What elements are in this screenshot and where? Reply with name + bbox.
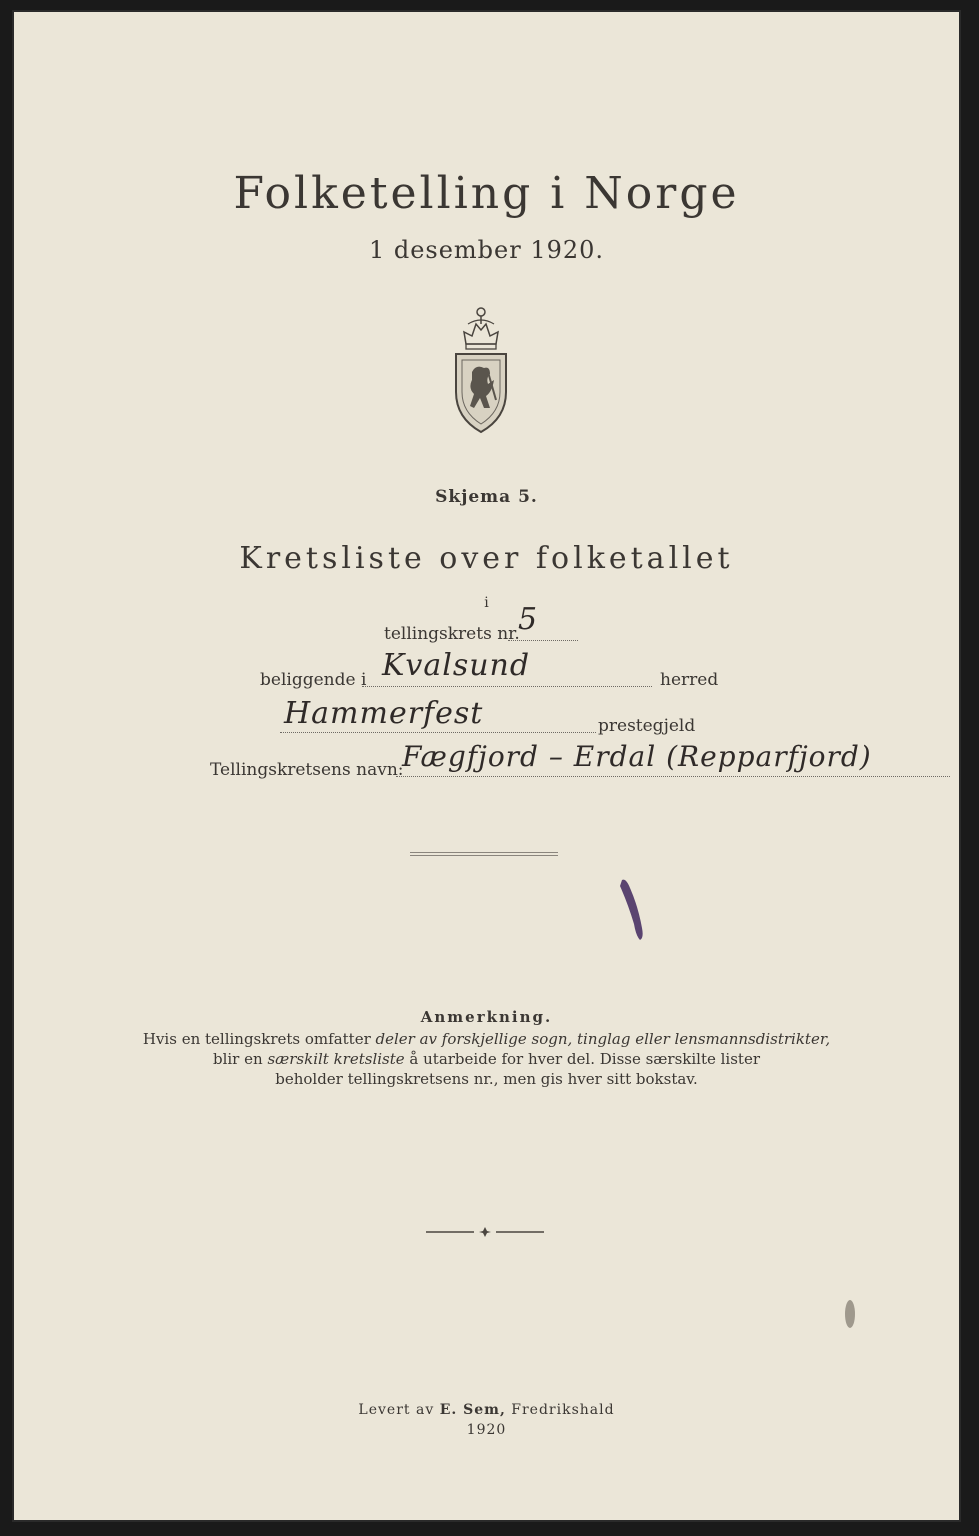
tellingskrets-value: 5	[518, 602, 539, 637]
note-line-1-italic: deler av forskjellige sogn, tinglag eller lensmannsdistrikter,	[375, 1030, 831, 1048]
note-line-3: beholder tellingskretsens nr., men gis hver sitt bokstav.	[275, 1070, 698, 1088]
page-title: Folketelling i Norge	[233, 168, 740, 219]
prestegjeld-line	[280, 732, 596, 733]
note-line-1-text: Hvis en tellingskrets omfatter	[142, 1030, 376, 1048]
prestegjeld-label: prestegjeld	[598, 716, 696, 736]
schema-number: Skjema 5.	[435, 487, 538, 507]
norwegian-coat-of-arms-icon	[442, 300, 520, 434]
tellingskrets-label: tellingskrets nr.	[384, 624, 520, 644]
herred-label: herred	[660, 670, 719, 690]
kretsnavn-label: Tellingskretsens navn:	[210, 760, 404, 780]
note-line-2	[12, 1050, 961, 1068]
prestegjeld-value: Hammerfest	[284, 696, 484, 731]
note-line-2-text-a: blir en	[212, 1050, 268, 1068]
printer-credit	[12, 1402, 961, 1418]
form-heading: Kretsliste over folketallet	[239, 541, 734, 576]
kretsnavn-line	[396, 776, 950, 777]
beliggende-value: Kvalsund	[382, 648, 531, 683]
kretsnavn-value: Fægfjord – Erdal (Repparfjord)	[402, 740, 872, 773]
note-line-2-italic: særskilt kretsliste	[267, 1050, 405, 1068]
printer-name: E. Sem,	[439, 1402, 506, 1418]
ink-stroke-mark	[612, 876, 652, 946]
note-line-2-text-c: å utarbeide for hver del. Disse særskilte lister	[404, 1050, 760, 1068]
printer-city: Fredrikshald	[505, 1402, 615, 1418]
beliggende-line	[362, 686, 652, 687]
printer-prefix: Levert av	[358, 1402, 440, 1418]
divider-rule-top	[410, 852, 558, 853]
census-form-page	[12, 10, 961, 1522]
census-date: 1 desember 1920.	[368, 236, 605, 264]
note-line-1	[12, 1030, 961, 1048]
divider-rule-bottom	[410, 855, 558, 856]
connector-word: i	[484, 595, 489, 611]
note-title: Anmerkning.	[420, 1008, 553, 1026]
tellingskrets-line	[508, 640, 578, 641]
beliggende-label: beliggende i	[260, 670, 367, 690]
star-ornament-icon	[426, 1226, 544, 1238]
printer-year: 1920	[466, 1422, 507, 1438]
ink-spot-mark	[840, 1292, 860, 1336]
